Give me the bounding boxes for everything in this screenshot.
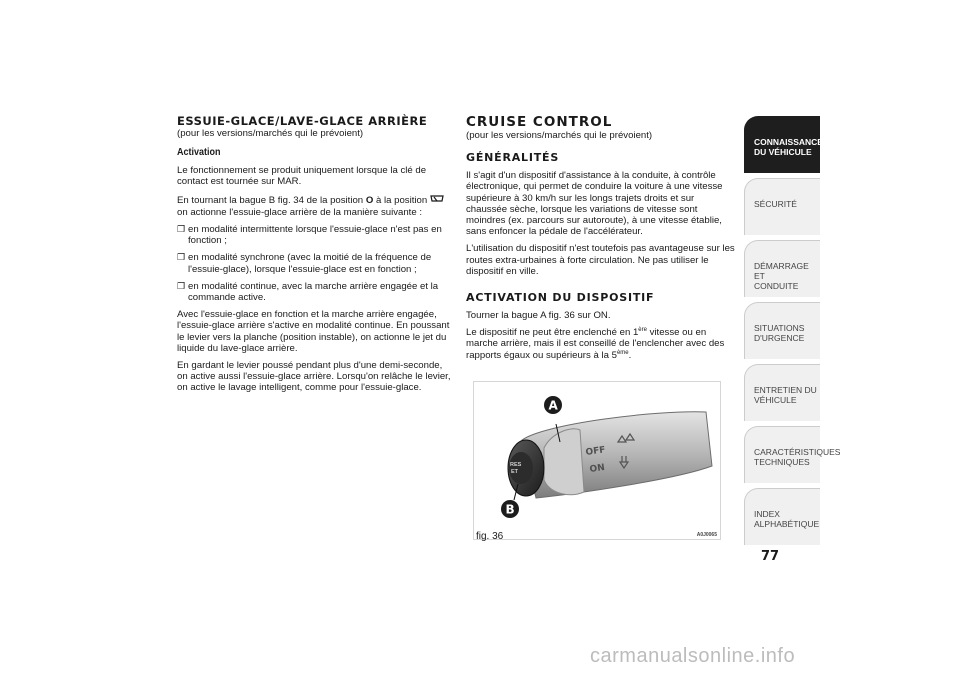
cruise-control-section <box>466 115 736 361</box>
label-a: A <box>548 398 558 413</box>
checkbox-bullet-icon: ❒ <box>177 224 186 235</box>
cruise-lever-illustration <box>474 382 720 539</box>
position-o-symbol: O <box>365 194 374 206</box>
cruise-control-subtitle: (pour les versions/marchés qui le prévoient) <box>466 130 653 141</box>
general-p1: Il s'agit d'un dispositif d'assistance à la conduite, à contrôle électronique, qui permet de conduire la voiture à une vitesse supérieure à 30 km/h sur les longs trajets droits et sur chaussée sèche, lorsque les variations de vitesse sont moindres (ex. parcours sur autoroute), à une vitesse établie, sans enfoncer la pédale de l'accélérateur. <box>466 170 723 238</box>
general-p2: L'utilisation du dispositif n'est toutefois pas avantageuse sur les routes extra-urbaines à forte circulation. Ne pas utiliser le dispositif en ville. <box>466 243 735 277</box>
tab-index-alphabetique[interactable]: INDEX ALPHABÉTIQUE <box>744 488 820 545</box>
tab-demarrage-conduite[interactable]: DÉMARRAGE ET CONDUITE <box>744 240 820 297</box>
watermark: carmanualsonline.info <box>590 645 796 667</box>
rear-wiper-section <box>177 115 452 394</box>
activation-device-heading: ACTIVATION DU DISPOSITIF <box>466 291 655 305</box>
page-number: 77 <box>761 549 780 564</box>
figure-caption: fig. 36 <box>476 531 504 542</box>
rear-wiper-p1: Le fonctionnement se produit uniquement lorsque la clé de contact est tournée sur MAR. <box>177 165 427 188</box>
rear-wiper-icon <box>430 194 444 207</box>
rear-wiper-p3: Avec l'essuie-glace en fonction et la marche arrière engagée, l'essuie-glace arrière s'active en modalité continue. En poussant le levier vers la planche (position instable), on actionne le jet du liquide du lave-glace arrière. <box>177 309 450 354</box>
list-item: ❒ en modalité continue, avec la marche arrière engagée et la commande active. <box>177 280 439 304</box>
reset-label-line2: ET <box>511 469 519 475</box>
label-b: B <box>505 502 515 517</box>
rear-wiper-p2: En tournant la bague B fig. 34 de la position O à la position on actionne l'essuie-glace arrière de la manière suivante : <box>177 194 452 218</box>
rear-wiper-subtitle: (pour les versions/marchés qui le prévoient) <box>177 128 364 139</box>
rear-wiper-p4: En gardant le levier poussé pendant plus d'une demi-seconde, on active aussi l'essuie-glace arrière. Lorsqu'on relâche le levier, on active le lavage intelligent, comme pour l'essuie-glace. <box>177 360 451 394</box>
tab-entretien-vehicule[interactable]: ENTRETIEN DU VÉHICULE <box>744 364 820 421</box>
list-item: ❒ en modalité intermittente lorsque l'essuie-glace n'est pas en fonction ; <box>177 224 442 247</box>
tab-connaissance-vehicule[interactable]: CONNAISSANCE DU VÉHICULE <box>744 116 820 173</box>
reset-label-line1: RES <box>510 462 522 468</box>
figure-36 <box>473 381 721 540</box>
rear-wiper-title: ESSUIE-GLACE/LAVE-GLACE ARRIÈRE <box>177 114 428 128</box>
checkbox-bullet-icon: ❒ <box>177 280 186 291</box>
list-item: ❒ en modalité synchrone (avec la moitié de la fréquence de l'essuie-glace), lorsque l'essuie-glace est en fonction ; <box>177 252 432 275</box>
tab-securite[interactable]: SÉCURITÉ <box>744 178 820 235</box>
chapter-tabs <box>744 116 841 550</box>
figure-code: A0J0065 <box>696 532 717 538</box>
activation-heading: Activation <box>177 147 221 159</box>
checkbox-bullet-icon: ❒ <box>177 252 186 263</box>
activation-p2: Le dispositif ne peut être enclenché en 1ère vitesse ou en marche arrière, mais il est conseillé de l'enclencher avec des rapports égaux ou supérieurs à la 5ème. <box>466 327 725 361</box>
activation-p1: Tourner la bague A fig. 36 sur ON. <box>466 310 611 322</box>
tab-situations-urgence[interactable]: SITUATIONS D'URGENCE <box>744 302 820 359</box>
tab-caracteristiques-techniques[interactable]: CARACTÉRISTIQUES TECHNIQUES <box>744 426 820 483</box>
on-label: ON <box>589 462 606 475</box>
general-heading: GÉNÉRALITÉS <box>466 151 560 165</box>
rear-wiper-bullets <box>177 224 452 303</box>
off-label: OFF <box>585 445 607 458</box>
cruise-control-title: CRUISE CONTROL <box>466 114 613 130</box>
